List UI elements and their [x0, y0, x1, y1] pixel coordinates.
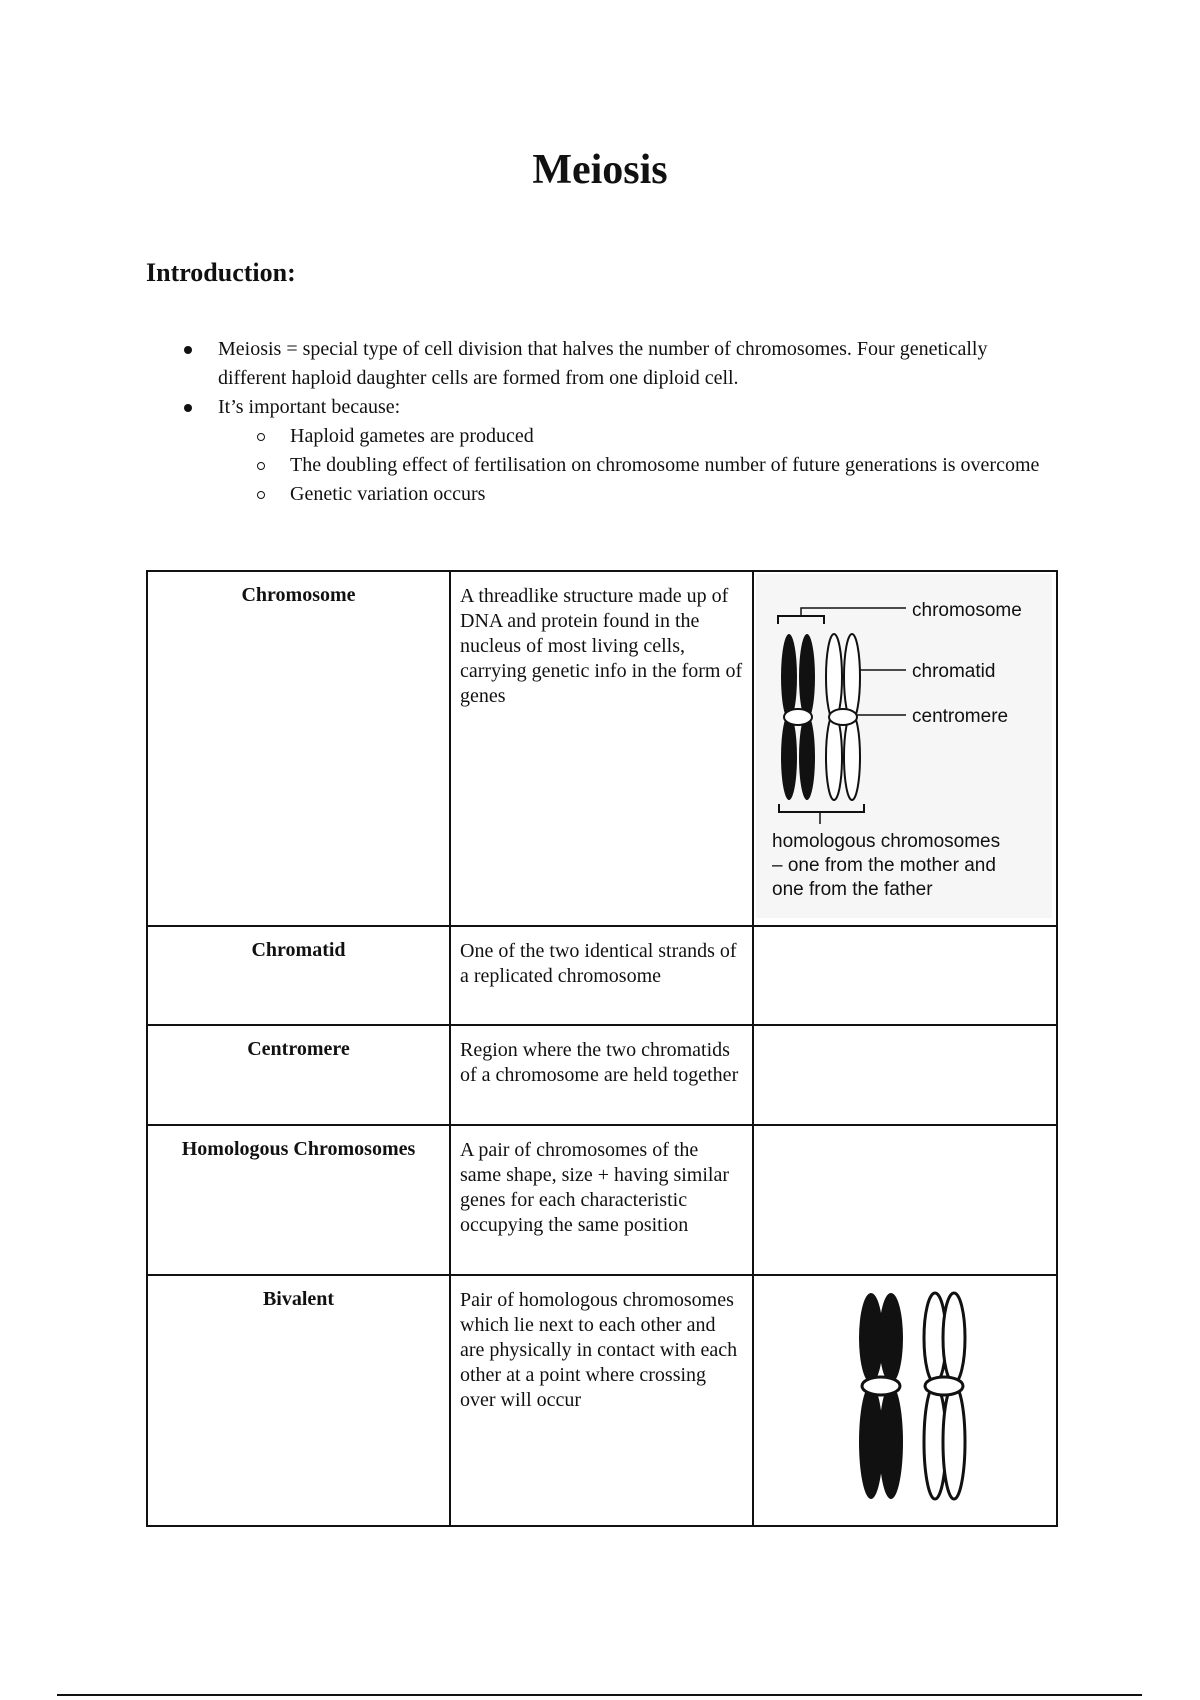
bullet-item: [218, 393, 1048, 509]
white-chromosome-icon: [924, 1293, 965, 1499]
table-row: [147, 1275, 1057, 1526]
term-cell: Chromatid: [147, 926, 450, 1025]
definition-cell: [450, 571, 753, 926]
terms-table: [146, 570, 1058, 1527]
empty-cell: [753, 1125, 1057, 1275]
caption-line: homologous chromosomes: [772, 831, 1001, 852]
table-row: [147, 571, 1057, 926]
bivalent-diagram-cell: [753, 1275, 1057, 1526]
bullet-item: [218, 335, 1048, 393]
definition-text: A threadlike structure made up of DNA and protein found in the nucleus of most living cells, carrying genetic info in the form of genes: [460, 585, 743, 707]
footer-rule: [57, 1694, 1142, 1696]
table-row: [147, 1025, 1057, 1125]
sub-bullet-text: The doubling effect of fertilisation on chromosome number of future generations is overcome: [290, 454, 1040, 476]
definition-text: A pair of chromosomes of the same shape, size + having similar genes for each characteristic occupying the same position: [460, 1139, 729, 1236]
definition-cell: [450, 926, 753, 1025]
term-cell: Bivalent: [147, 1275, 450, 1526]
sub-bullet-list: [218, 422, 1048, 509]
bivalent-diagram: [754, 1276, 1054, 1520]
definition-text: Pair of homologous chromosomes which lie next to each other and are physically in contact with each other at a point where crossing over will occur: [460, 1289, 738, 1411]
homologous-chromosomes-diagram: [754, 572, 1054, 920]
label-centromere: centromere: [912, 706, 1009, 727]
definition-cell: [450, 1125, 753, 1275]
sub-bullet-text: Genetic variation occurs: [290, 483, 486, 505]
table-row: [147, 1125, 1057, 1275]
sub-bullet-text: Haploid gametes are produced: [290, 425, 534, 447]
caption-line: one from the father: [772, 879, 933, 900]
bullet-text: Meiosis = special type of cell division that halves the number of chromosomes. Four genetically different haploid daughter cells are formed from one diploid cell.: [218, 338, 988, 389]
chromosome-diagram-cell: [753, 571, 1057, 926]
term-cell: Homologous Chromosomes: [147, 1125, 450, 1275]
empty-cell: [753, 1025, 1057, 1125]
empty-cell: [753, 926, 1057, 1025]
intro-bullet-list: [218, 335, 1048, 509]
definition-text: Region where the two chromatids of a chromosome are held together: [460, 1039, 739, 1086]
sub-bullet-item: [290, 422, 1048, 451]
table-row: [147, 926, 1057, 1025]
bullet-text: It’s important because:: [218, 396, 401, 418]
definition-cell: [450, 1275, 753, 1526]
label-chromosome: chromosome: [912, 600, 1022, 621]
black-chromosome-icon: [859, 1293, 903, 1499]
intro-heading: Introduction:: [146, 258, 296, 287]
definition-text: One of the two identical strands of a replicated chromosome: [460, 940, 737, 987]
sub-bullet-item: [290, 480, 1048, 509]
page-title: Meiosis: [532, 147, 668, 193]
label-chromatid: chromatid: [912, 661, 996, 682]
sub-bullet-item: [290, 451, 1048, 480]
term-cell: Chromosome: [147, 571, 450, 926]
caption-line: – one from the mother and: [772, 855, 996, 876]
definition-cell: [450, 1025, 753, 1125]
term-cell: Centromere: [147, 1025, 450, 1125]
